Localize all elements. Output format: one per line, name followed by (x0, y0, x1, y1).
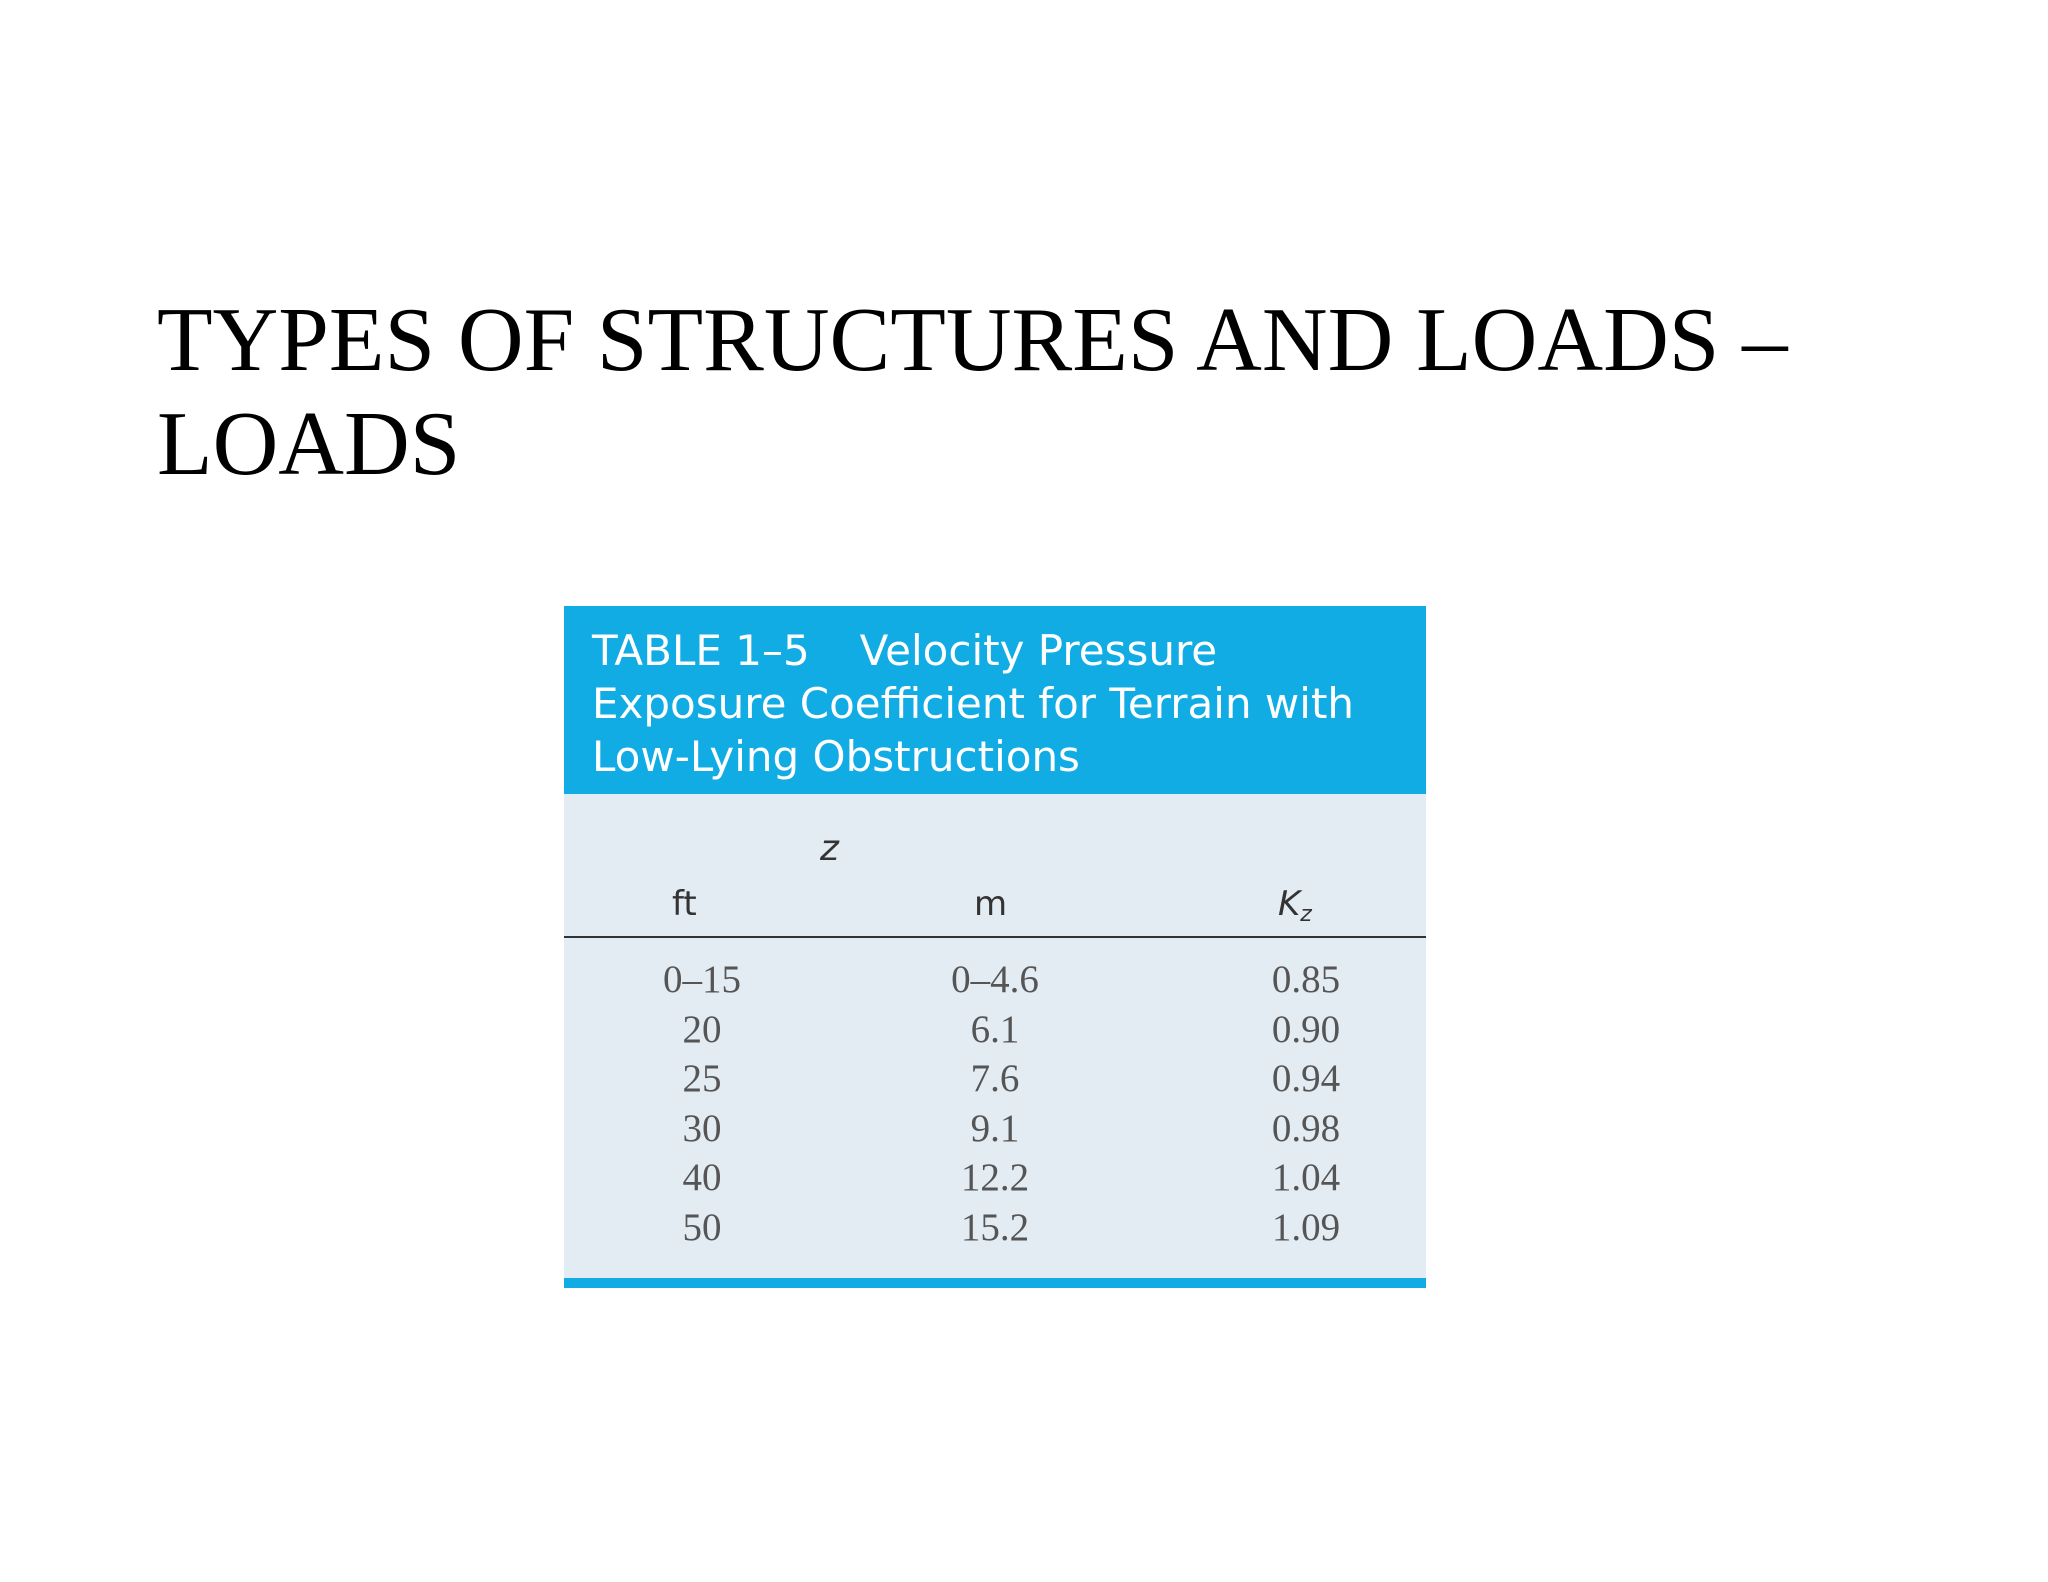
table-row (564, 1054, 1426, 1104)
velocity-pressure-table (564, 606, 1426, 1288)
header-ft: ft (672, 884, 697, 924)
caption-line-3: Low-Lying Obstructions (592, 732, 1080, 781)
cell-ft: 30 (682, 1106, 722, 1150)
table-number: TABLE 1–5 (592, 626, 810, 675)
table-row (564, 1104, 1426, 1154)
cell-ft: 50 (682, 1205, 722, 1249)
cell-kz: 1.09 (1271, 1205, 1341, 1249)
table-header-row (564, 874, 1426, 940)
slide-title-line-1: TYPES OF STRUCTURES AND LOADS – (157, 289, 1788, 390)
table-bottom-bar (564, 1278, 1426, 1288)
header-kz-subscript: z (1300, 902, 1312, 927)
cell-ft: 20 (682, 1007, 722, 1051)
cell-ft: 40 (682, 1156, 722, 1199)
cell-m: 9.1 (970, 1106, 1020, 1150)
caption-line-2: Exposure Coefficient for Terrain with (592, 679, 1355, 728)
cell-kz: 1.04 (1271, 1156, 1341, 1199)
cell-m: 12.2 (960, 1156, 1030, 1199)
table-row (564, 1005, 1426, 1055)
caption-line-1 (592, 624, 1406, 677)
cell-m: 7.6 (970, 1057, 1020, 1100)
header-m: m (974, 884, 1008, 924)
header-kz-main: K (1278, 884, 1301, 924)
header-rule (564, 936, 1426, 938)
cell-m: 0–4.6 (951, 958, 1039, 1001)
table-row (564, 1203, 1426, 1253)
cell-m: 15.2 (960, 1205, 1030, 1249)
slide-title (157, 288, 1937, 496)
cell-kz: 0.90 (1271, 1007, 1341, 1051)
header-kz (1278, 884, 1312, 927)
slide-title-line-2: LOADS (157, 393, 461, 494)
cell-kz: 0.94 (1271, 1057, 1341, 1100)
column-group-label-z: z (820, 828, 839, 869)
table-row (564, 1153, 1426, 1203)
cell-kz: 0.98 (1271, 1106, 1341, 1150)
table-row (564, 955, 1426, 1005)
cell-m: 6.1 (970, 1007, 1020, 1051)
cell-ft: 0–15 (663, 958, 741, 1001)
caption-text-1: Velocity Pressure (859, 626, 1218, 675)
table-caption (564, 606, 1426, 794)
table-body (564, 955, 1426, 1252)
cell-ft: 25 (682, 1057, 722, 1100)
cell-kz: 0.85 (1271, 958, 1341, 1001)
